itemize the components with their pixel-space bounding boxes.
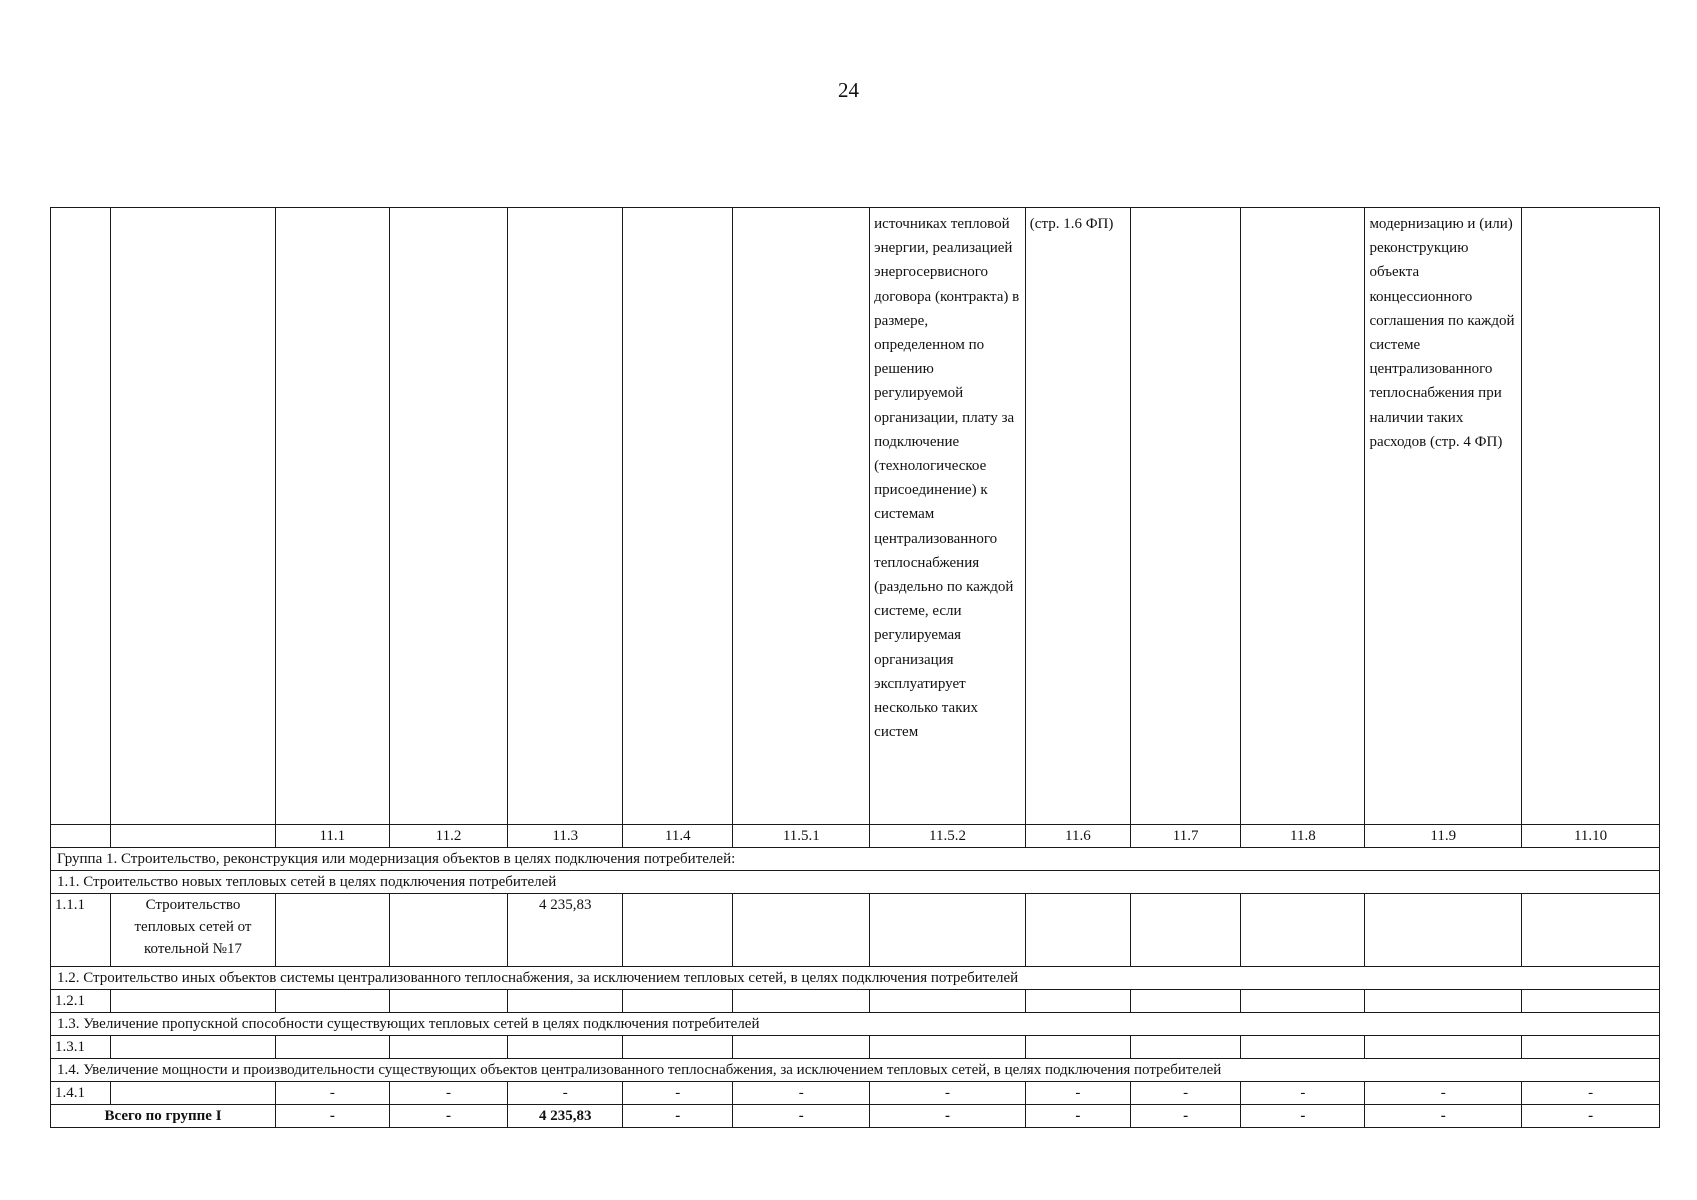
col-number: 11.6 xyxy=(1025,825,1130,848)
section-1-2-row xyxy=(51,967,1660,990)
table-row xyxy=(51,1082,1660,1105)
value-cell xyxy=(733,894,870,967)
value-cell: - xyxy=(389,1082,508,1105)
value-cell xyxy=(1025,894,1130,967)
col-number xyxy=(51,825,111,848)
header-cell-11-5-2: источниках тепловой энергии, реализацией энергосервисного договора (контракта) в размере, определенном по решению регулируемой организации, плату за подключение (технологическое присоединение) к системам централизованного теплоснабжения (раздельно по каждой системе, если регулируемая организация эксплуатирует несколько таких систем xyxy=(870,208,1026,825)
value-cell xyxy=(870,990,1026,1013)
value-cell xyxy=(1365,894,1522,967)
header-cell-name xyxy=(110,208,275,825)
value-cell xyxy=(1130,1036,1240,1059)
total-value: - xyxy=(733,1105,870,1128)
value-cell xyxy=(870,1036,1026,1059)
header-cell-11-3 xyxy=(508,208,623,825)
total-value: - xyxy=(623,1105,733,1128)
total-value: - xyxy=(276,1105,390,1128)
row-number: 1.4.1 xyxy=(51,1082,111,1105)
total-value: - xyxy=(870,1105,1026,1128)
value-cell xyxy=(276,894,390,967)
header-cell-11-6: (стр. 1.6 ФП) xyxy=(1025,208,1130,825)
value-cell xyxy=(1241,990,1365,1013)
investment-program-table xyxy=(50,207,1660,1128)
value-cell xyxy=(733,990,870,1013)
value-cell xyxy=(870,894,1026,967)
value-cell xyxy=(623,990,733,1013)
header-cell-11-9: модернизацию и (или) реконструкцию объекта концессионного соглашения по каждой системе централизованного теплоснабжения при наличии таких расходов (стр. 4 ФП) xyxy=(1365,208,1522,825)
total-value: - xyxy=(1522,1105,1660,1128)
header-cell-11-1 xyxy=(276,208,390,825)
value-cell xyxy=(623,894,733,967)
col-number: 11.8 xyxy=(1241,825,1365,848)
row-name xyxy=(110,990,275,1013)
row-number: 1.1.1 xyxy=(51,894,111,967)
header-cell-11-5-1 xyxy=(733,208,870,825)
value-cell xyxy=(1241,894,1365,967)
col-number: 11.2 xyxy=(389,825,508,848)
header-cell-11-4 xyxy=(623,208,733,825)
value-cell xyxy=(1522,990,1660,1013)
col-number: 11.4 xyxy=(623,825,733,848)
value-cell: - xyxy=(870,1082,1026,1105)
header-cell-num xyxy=(51,208,111,825)
col-number: 11.10 xyxy=(1522,825,1660,848)
total-value: - xyxy=(1130,1105,1240,1128)
header-text-row xyxy=(51,208,1660,825)
table-row xyxy=(51,990,1660,1013)
value-cell: 4 235,83 xyxy=(508,894,623,967)
value-cell xyxy=(276,990,390,1013)
value-cell xyxy=(1365,990,1522,1013)
value-cell xyxy=(623,1036,733,1059)
value-cell xyxy=(508,990,623,1013)
section-1-3-row xyxy=(51,1013,1660,1036)
total-value: - xyxy=(1241,1105,1365,1128)
value-cell: - xyxy=(508,1082,623,1105)
value-cell: - xyxy=(276,1082,390,1105)
col-number xyxy=(110,825,275,848)
section-title: 1.3. Увеличение пропускной способности существующих тепловых сетей в целях подключения потребителей xyxy=(51,1013,1660,1036)
group-title-row xyxy=(51,848,1660,871)
value-cell xyxy=(733,1036,870,1059)
value-cell xyxy=(1130,894,1240,967)
row-number: 1.3.1 xyxy=(51,1036,111,1059)
value-cell xyxy=(1241,1036,1365,1059)
column-numbers-row xyxy=(51,825,1660,848)
value-cell xyxy=(1522,1036,1660,1059)
section-1-4-row xyxy=(51,1059,1660,1082)
col-number: 11.7 xyxy=(1130,825,1240,848)
row-number: 1.2.1 xyxy=(51,990,111,1013)
row-name xyxy=(110,1036,275,1059)
col-number: 11.5.1 xyxy=(733,825,870,848)
table-row xyxy=(51,894,1660,967)
value-cell xyxy=(1130,990,1240,1013)
section-1-1-row xyxy=(51,871,1660,894)
col-number: 11.1 xyxy=(276,825,390,848)
value-cell xyxy=(389,990,508,1013)
value-cell: - xyxy=(1025,1082,1130,1105)
col-number: 11.9 xyxy=(1365,825,1522,848)
section-title: 1.2. Строительство иных объектов системы централизованного теплоснабжения, за исключением тепловых сетей, в целях подключения потребителей xyxy=(51,967,1660,990)
table-row xyxy=(51,1036,1660,1059)
header-cell-11-7 xyxy=(1130,208,1240,825)
page-number: 24 xyxy=(838,78,859,102)
total-value: - xyxy=(389,1105,508,1128)
value-cell xyxy=(389,1036,508,1059)
value-cell xyxy=(1025,1036,1130,1059)
header-cell-11-8 xyxy=(1241,208,1365,825)
total-value: - xyxy=(1025,1105,1130,1128)
value-cell xyxy=(1522,894,1660,967)
value-cell: - xyxy=(733,1082,870,1105)
section-title: 1.1. Строительство новых тепловых сетей в целях подключения потребителей xyxy=(51,871,1660,894)
value-cell: - xyxy=(623,1082,733,1105)
value-cell xyxy=(389,894,508,967)
value-cell xyxy=(1025,990,1130,1013)
value-cell: - xyxy=(1130,1082,1240,1105)
total-row xyxy=(51,1105,1660,1128)
total-value: 4 235,83 xyxy=(508,1105,623,1128)
header-cell-11-2 xyxy=(389,208,508,825)
value-cell: - xyxy=(1522,1082,1660,1105)
section-title: 1.4. Увеличение мощности и производительности существующих объектов централизованного теплоснабжения, за исключением тепловых сетей, в целях подключения потребителей xyxy=(51,1059,1660,1082)
col-number: 11.5.2 xyxy=(870,825,1026,848)
total-value: - xyxy=(1365,1105,1522,1128)
row-name: Строительство тепловых сетей от котельной №17 xyxy=(110,894,275,967)
group-title: Группа 1. Строительство, реконструкция или модернизация объектов в целях подключения потребителей: xyxy=(51,848,1660,871)
value-cell xyxy=(1365,1036,1522,1059)
row-name xyxy=(110,1082,275,1105)
value-cell xyxy=(508,1036,623,1059)
col-number: 11.3 xyxy=(508,825,623,848)
header-cell-11-10 xyxy=(1522,208,1660,825)
value-cell: - xyxy=(1241,1082,1365,1105)
total-label: Всего по группе I xyxy=(51,1105,276,1128)
value-cell: - xyxy=(1365,1082,1522,1105)
value-cell xyxy=(276,1036,390,1059)
